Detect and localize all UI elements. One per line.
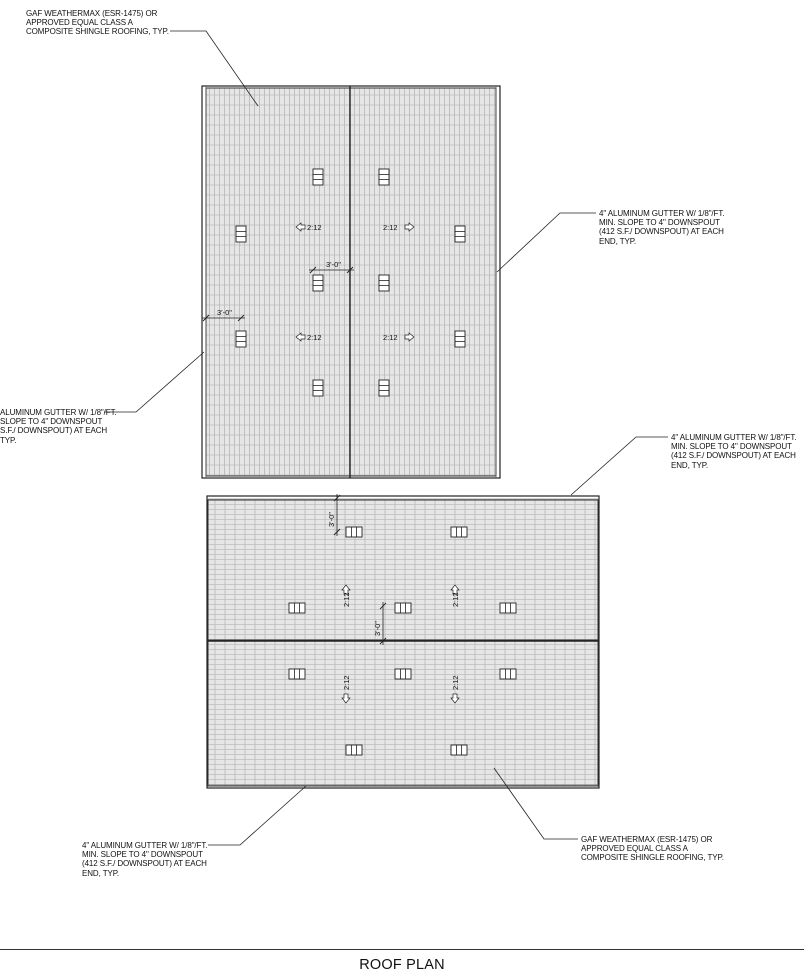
roof-vent (289, 669, 305, 679)
roof-vent (313, 380, 323, 396)
slope-label: 2:12 (342, 675, 351, 690)
roof-vent (379, 169, 389, 185)
slope-label: 2:12 (451, 592, 460, 607)
roof-vent (313, 275, 323, 291)
gutter-note-left: ALUMINUM GUTTER W/ 1/8"/FT. SLOPE TO 4" DOWNSPOUT S.F./ DOWNSPOUT) AT EACH TYP. (0, 408, 117, 445)
dimension-label: 3'-0" (217, 308, 232, 317)
roof-vent (500, 669, 516, 679)
title-rule (0, 949, 804, 950)
roof-vent (395, 669, 411, 679)
roof-vent (313, 169, 323, 185)
gutter-note-mid-right: 4" ALUMINUM GUTTER W/ 1/8"/FT. MIN. SLOPE TO 4" DOWNSPOUT (412 S.F./ DOWNSPOUT) AT EACH END, TYP. (671, 433, 797, 470)
roofing-note-bottom: GAF WEATHERMAX (ESR-1475) OR APPROVED EQUAL CLASS A COMPOSITE SHINGLE ROOFING, TYP. (581, 835, 724, 863)
roof-vent (346, 527, 362, 537)
dimension-label: 3'-0" (373, 621, 382, 636)
slope-label: 2:12 (307, 223, 322, 232)
roof-vent (379, 380, 389, 396)
leader-gutter-right (497, 213, 596, 272)
slope-indicator (451, 675, 460, 703)
slope-label: 2:12 (342, 592, 351, 607)
drawing-title: ROOF PLAN (359, 957, 445, 973)
upper-roof (202, 86, 500, 478)
roof-vent (500, 603, 516, 613)
lower-roof-bottom-plane (208, 640, 598, 786)
upper-roof-right-plane (350, 88, 496, 476)
roof-vent (236, 331, 246, 347)
leader-gutter-left (104, 352, 204, 412)
roofing-note-top: GAF WEATHERMAX (ESR-1475) OR APPROVED EQUAL CLASS A COMPOSITE SHINGLE ROOFING, TYP. (26, 9, 169, 37)
roof-vent (236, 226, 246, 242)
roof-vent (451, 745, 467, 755)
roof-vent (379, 275, 389, 291)
slope-label: 2:12 (451, 675, 460, 690)
dimension-label: 3'-0" (326, 260, 341, 269)
slope-label: 2:12 (383, 333, 398, 342)
roof-vent (455, 226, 465, 242)
gutter-note-right: 4" ALUMINUM GUTTER W/ 1/8"/FT. MIN. SLOPE TO 4" DOWNSPOUT (412 S.F./ DOWNSPOUT) AT EACH END, TYP. (599, 209, 725, 246)
roof-vent (346, 745, 362, 755)
dimension-label: 3'-0" (327, 512, 336, 527)
roof-vent (289, 603, 305, 613)
lower-roof (207, 496, 599, 788)
slope-label: 2:12 (307, 333, 322, 342)
lower-roof-top-plane (208, 500, 598, 640)
roof-vent (395, 603, 411, 613)
roof-vent (455, 331, 465, 347)
slope-indicator (342, 675, 351, 703)
leader-gutter-bottom-left (208, 786, 306, 845)
upper-roof-left-plane (206, 88, 350, 476)
gutter-note-bottom-left: 4" ALUMINUM GUTTER W/ 1/8"/FT. MIN. SLOPE TO 4" DOWNSPOUT (412 S.F./ DOWNSPOUT) AT EACH END, TYP. (82, 841, 208, 878)
leader-gutter-mid-right (571, 437, 668, 495)
slope-label: 2:12 (383, 223, 398, 232)
roof-vent (451, 527, 467, 537)
